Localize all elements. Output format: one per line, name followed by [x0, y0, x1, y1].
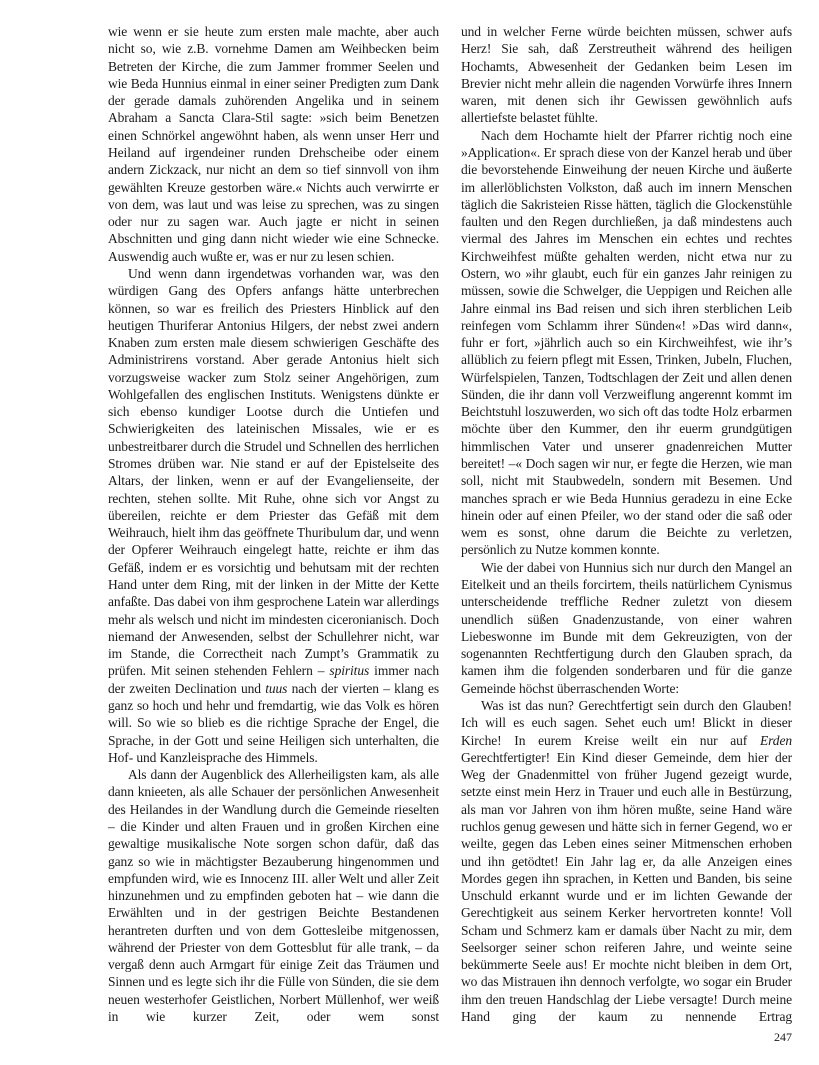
text-run: nach der vierten – klang es ganz so hoch und hehr und fremdartig, wie das Volk es hören will. So wie so blieb es die richtige Sprache der Engel, die Sprache, in der Gott und seine Heiligen sich unterhalten, die Hof- und Kanzleisprache des Himmels.	[108, 680, 439, 765]
paragraph	[108, 23, 439, 265]
text-run: Wie der dabei von Hunnius sich nur durch den Mangel an Eitelkeit und an theils forcirtem, theils natürlichem Cynismus unterscheidende treffliche Redner zuletzt von diesem unendlich süßen Gnadenzustande, von einer wahren Liebeswonne im Bunde mit dem Gekreuzigten, von der sogenannten Rechtfertigung durch den Glauben sprach, da kamen ihm die folgenden sonderbaren und für die ganze Gemeinde höchst überraschenden Worte:	[461, 559, 792, 696]
text-run: immer nach der zweiten Declination und	[108, 663, 440, 696]
paragraph	[461, 127, 792, 559]
paragraph	[108, 766, 439, 1025]
text-run: Gerechtfertigter! Ein Kind dieser Gemeinde, dem hier der Weg der Gnadenmittel von früher Jugend gezeigt wurde, setzte einst mein Herz in Trauer und euch alle in Bestürzung, als man vor Jahren von ihm hören mußte, seine Hand wäre ruchlos genug gewesen und hätte sich in ferner Gegend, wo er weilte, gegen das Leben eines seiner Mitmenschen erhoben und ihn getödtet! Ein Jahr lag er, da alle Anzeigen eines Mordes gegen ihn sprachen, in Ketten und Banden, bis seine Unschuld erkannt wurde und er im lichten Gewande der Gerechtigkeit aus seinem Kerker hervortreten konnte! Voll Scham und Schmerz kam er damals über Nacht zu mir, dem Seelsorger seiner schon reiferen Jahre, und weinte seine bekümmerte Seele aus! Er mochte nicht bleiben in dem Ort, wo das Mistrauen ihn dennoch verfolgte, wo sogar ein Bruder ihm den treuen Handschlag der Liebe versagte! Durch meine Hand ging der kaum zu nennende Ertrag	[461, 749, 792, 1025]
text-run: Und wenn dann irgendetwas vorhanden war, was den würdigen Gang des Opfers anfangs hätte unterbrechen können, so war es freilich des Priesters Hinblick auf den heutigen Thuriferar Antonius Hilgers, der nebst zwei andern Knaben zum ersten male diesem schwierigen Geschäfte des Administrirens vorstand. Aber gerade Antonius hielt sich vorzugsweise wacker zum Stolz seiner Angehörigen, zum Wohlgefallen des englischen Instituts. Wenigstens dünkte er sich ebenso kundiger Lootse durch die Untiefen und Schwierigkeiten des lateinischen Missales, wie er es unbestreitbarer durch die Strudel und Schnellen des herrlichen Stromes drüben war. Nie stand er auf der Epistelseite des Altars, der linken, wenn er auf der Evangelienseite, der rechten, stehen sollte. Mit Ruhe, ohne sich vor Angst zu übereilen, reichte er dem Priester das Gefäß mit dem Weihrauch, hielt ihm das geöffnete Thuribulum dar, und wenn der Opferer Weihrauch eingelegt hatte, reichte er ihm das Gefäß, indem er es vorsichtig und behutsam mit der rechten Hand unter dem Ring, mit der linken in der Mitte der Kette anfaßte. Das dabei von ihm gesprochene Latein war allerdings mehr als welsch und nicht im mindesten ciceronianisch. Doch niemand der Anwesenden, selbst der Schullehrer nicht, war im Stande, die Correctheit nach Zumpt’s Grammatik zu prüfen. Mit seinen stehenden Fehlern –	[108, 265, 439, 679]
paragraph	[461, 559, 792, 697]
italic-term: tuus	[265, 680, 288, 696]
paragraph	[461, 23, 792, 127]
italic-term: spiritus	[329, 663, 370, 679]
left-column	[108, 23, 439, 1025]
italic-term: Erden	[760, 732, 792, 748]
text-run: wie wenn er sie heute zum ersten male machte, aber auch nicht so, wie z.B. vornehme Damen am Weihbecken beim Betreten der Kirche, die zum Jammer frommer Seelen und wie Beda Hunnius einmal in einer seiner Predigten zum Dank der gerade damals zuhörenden Angelika und in seinem Abraham a Sancta Clara-Stil sagte: »sich beim Benetzen einen Schnörkel angewöhnt haben, als wenn unser Herr und Heiland auf irgendeiner runden Drehscheibe oder einem andern Zickzack, nur nicht an dem so tief sinnvoll von ihm gewählten Kreuze gestorben wäre.« Nichts auch verwirrte er von dem, was laut und was leise zu sprechen, was zu singen oder nur zu sagen war. Auch jagte er nicht in seinen Abschnitten und ging dann nicht wieder wie eine Schnecke. Auswendig auch wußte er, was er nur zu lesen schien.	[108, 24, 439, 264]
page-number: 247	[774, 1030, 792, 1044]
text-run: Was ist das nun? Gerechtfertigt sein durch den Glauben! Ich will es euch sagen. Sehet euch um! Blickt in dieser Kirche! In eurem Kreise weilt ein nur auf	[461, 697, 792, 748]
right-column	[461, 23, 792, 1025]
paragraph	[108, 265, 439, 766]
text-run: Als dann der Augenblick des Allerheiligsten kam, als alle dann knieeten, als alle Schauer der persönlichen Anwesenheit des Heilandes in der Wandlung durch die Gemeinde rieselten – die Kinder und alten Frauen und in großen Kirchen eine gewaltige musikalische Note sorgen schon dafür, daß das ganz so wie in mächtigster Bezauberung hingenommen und empfunden wird, wie es Innocenz III. aller Welt und aller Zeit hinzunehmen und zu empfinden geboten hat – wie dann die Erwählten und in der gestrigen Beichte Bestandenen herantreten durften und von dem Gottesleibe mitgenossen, während der Priester von dem Gottesblut für alle trank, – da vergaß denn auch Armgart für einige Zeit das Träumen und Sinnen und es legte sich ihr die Fülle von Sünden, die sie dem neuen westerhofer Geistlichen, Norbert Müllenhof, wer weiß in wie kurzer Zeit, oder wem sonst	[108, 767, 439, 1025]
paragraph	[461, 697, 792, 1025]
text-run: Nach dem Hochamte hielt der Pfarrer richtig noch eine »Application«. Er sprach diese von der Kanzel herab und über die bevorstehende Einweihung der neuen Kirche und äußerte im allerlöblichsten Volkston, daß auch im innern Menschen täglich die Sakristeien Risse hätten, täglich die Glockenstühle faulten und den Regen durchließen, ja daß mindestens auch viermal des Jahres im Menschen ein echtes und rechtes Kirchweihfest müßte gehalten werden, nicht etwa nur zu Ostern, wo »ihr glaubt, euch für ein ganzes Jahr reinigen zu müssen, sowie die Schwelger, die Ueppigen und Reichen alle Jahre einmal ins Bad reisen und sich ihren sterblichen Leib reinfegen vom Schlamm ihrer Sünden«! »Das wird dann«, fuhr er fort, »jährlich auch so ein Kirchweihfest, wie ihr’s allüblich zu feiern pflegt mit Essen, Trinken, Jubeln, Fluchen, Würfelspielen, Tanzen, Todtschlagen der Zeit und allen denen Sünden, die ihr dann voll Verzweiflung angerennt kommt im Beichtstuhl loszuwerden, wo sich oft das todte Holz erbarmen möchte über den Kummer, den ihr euerm grundgütigen himmlischen Vater und unserer gnadenreichen Mutter bereitet! –« Doch sagen wir nur, er fegte die Herzen, wie man soll, nicht mit Staubwedeln, sondern mit Besemen. Und manches sprach er wie Beda Hunnius geradezu in eine Ecke hinein oder auf einen Pfeiler, wo der stand oder die saß oder wem es sonst, ohne darum die Beichte zu verletzen, persönlich zu Nutze kommen konnte.	[461, 127, 792, 558]
text-run: und in welcher Ferne würde beichten müssen, schwer aufs Herz! Sie sah, daß Zerstreutheit während des heiligen Hochamts, Abwesenheit der Gedanken beim Lesen im Brevier nicht mehr allein die nagenden Vorwürfe ihres Innern waren, mit denen sich ihr Gewissen gewöhnlich aufs allertiefste belastet fühlte.	[461, 24, 792, 126]
